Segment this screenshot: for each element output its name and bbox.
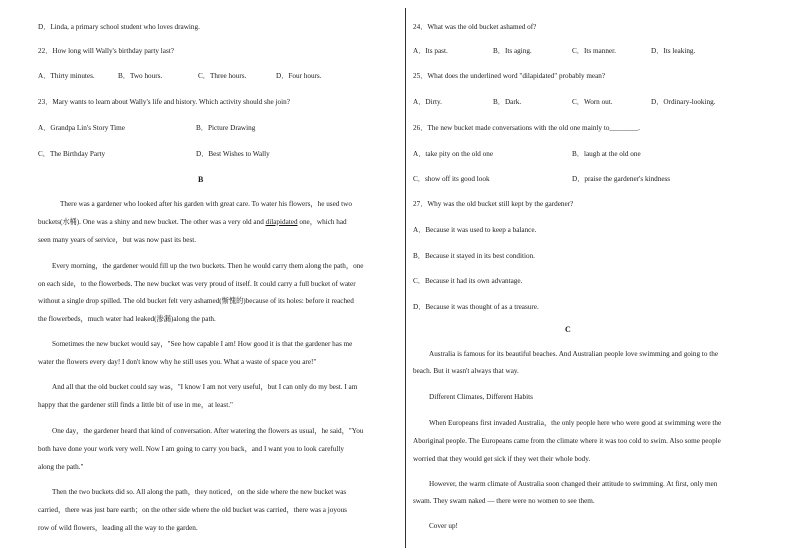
q22-option-a: A．Thirty minutes.	[38, 72, 95, 80]
q25-option-d: D．Ordinary-looking.	[651, 98, 716, 106]
q24-option-c: C．Its manner.	[572, 47, 616, 55]
q24-question: 24．What was the old bucket ashamed of?	[413, 23, 537, 31]
q22-option-c: C．Three hours.	[198, 72, 247, 80]
passage-b-line: Then the two buckets did so. All along the path，they noticed，on the side where the new bucket was	[52, 488, 347, 496]
q27-option-d: D．Because it was thought of as a treasure.	[413, 303, 539, 311]
passage-b-line: on each side，to the flowerbeds. The new bucket was very proud of itself. It could carry a full bucket of water	[38, 280, 356, 288]
q24-option-a: A．Its past.	[413, 47, 448, 55]
q23-question: 23．Mary wants to learn about Wally's life and history. Which activity should she join?	[38, 98, 290, 106]
passage-b-line: Sometimes the new bucket would say，"See how capable I am! How good it is that the gardener has me	[52, 340, 353, 348]
q27-option-a: A．Because it was used to keep a balance.	[413, 226, 537, 234]
passage-c-line: Aboriginal people. The Europeans came from the climate where it was too cold to swim. Also some people	[413, 437, 721, 445]
q23-option-d: D．Best Wishes to Wally	[196, 150, 270, 158]
q27-option-c: C．Because it had its own advantage.	[413, 277, 523, 285]
passage-b-line: And all that the old bucket could say was，"I know I am not very useful，but I can only do my best. I am	[52, 383, 358, 391]
q26-option-d: D．praise the gardener's kindness	[572, 175, 671, 183]
passage-c-line: swam. They swam naked — there were no women to see them.	[413, 497, 595, 505]
passage-b-line: water the flowers every day! I don't know why he still uses you. What a waste of space you are!"	[38, 358, 317, 366]
q22-option-d: D．Four hours.	[276, 72, 322, 80]
q24-option-b: B．Its aging.	[493, 47, 532, 55]
q22-question: 22．How long will Wally's birthday party last?	[38, 47, 174, 55]
passage-b-line: the flowerbeds，much water had leaked(渗漏)along the path.	[38, 315, 216, 323]
passage-b-line: row of wild flowers，leading all the way to the garden.	[38, 524, 198, 532]
passage-c-line: beach. But it wasn't always that way.	[413, 367, 519, 375]
q23-option-b: B．Picture Drawing	[196, 124, 256, 132]
q25-option-b: B．Dark.	[493, 98, 522, 106]
passage-c-line: However, the warm climate of Australia soon changed their attitude to swimming. At first, only men	[429, 480, 718, 488]
passage-b-line: One day，the gardener heard that kind of conversation. After watering the flowers as usual，he said，"You	[52, 427, 364, 435]
passage-b-line: without a single drop spilled. The old bucket felt very ashamed(惭愧的)because of its holes: before it reached	[38, 297, 354, 305]
section-c-heading: C	[565, 325, 571, 334]
passage-c-line: worried that they would get sick if they wet their whole body.	[413, 455, 591, 463]
column-divider	[405, 8, 406, 548]
section-b-heading: B	[198, 175, 204, 184]
q22-option-b: B．Two hours.	[118, 72, 163, 80]
q26-option-b: B．laugh at the old one	[572, 150, 641, 158]
q25-option-c: C．Worn out.	[572, 98, 613, 106]
q24-option-d: D．Its leaking.	[651, 47, 696, 55]
q26-option-a: A．take pity on the old one	[413, 150, 494, 158]
q23-option-a: A．Grandpa Lin's Story Time	[38, 124, 125, 132]
q25-option-a: A．Dirty.	[413, 98, 442, 106]
q26-question: 26．The new bucket made conversations with the old one mainly to________.	[413, 124, 640, 132]
q21-option-d: D．Linda, a primary school student who loves drawing.	[38, 23, 200, 31]
q26-option-c: C．show off its good look	[413, 175, 490, 183]
passage-b-line: carried，there was just bare earth；on the other side where the old bucket was carried，there was a joyous	[38, 506, 347, 514]
passage-b-line: along the path."	[38, 463, 84, 471]
passage-c-subtitle: Different Climates, Different Habits	[429, 393, 533, 401]
passage-b-line: buckets(水桶). One was a shiny and new bucket. The other was a very old and dilapidated one，which had	[38, 218, 347, 226]
q27-option-b: B．Because it stayed in its best condition.	[413, 252, 535, 260]
underlined-word-dilapidated: dilapidated	[265, 218, 298, 226]
q23-option-c: C．The Birthday Party	[38, 150, 106, 158]
passage-c-line: When Europeans first invaded Australia，the only people here who were good at swimming were the	[429, 419, 722, 427]
passage-b-line: seen many years of service，but was now past its best.	[38, 236, 197, 244]
passage-c-line: Cover up!	[429, 522, 458, 530]
passage-b-line: There was a gardener who looked after his garden with great care. To water his flowers，he used two	[60, 200, 352, 208]
q25-question: 25．What does the underlined word "dilapidated" probably mean?	[413, 72, 606, 80]
passage-b-line: happy that the gardener still finds a little bit of use in me，at least."	[38, 401, 233, 409]
q27-question: 27．Why was the old bucket still kept by the gardener?	[413, 200, 574, 208]
passage-b-line: both have done your work very well. Now I am going to carry you back，and I want you to look carefully	[38, 445, 344, 453]
passage-b-line: Every morning，the gardener would fill up the two buckets. Then he would carry them along the path，one	[52, 262, 364, 270]
passage-c-line: Australia is famous for its beautiful beaches. And Australian people love swimming and going to the	[429, 350, 719, 358]
